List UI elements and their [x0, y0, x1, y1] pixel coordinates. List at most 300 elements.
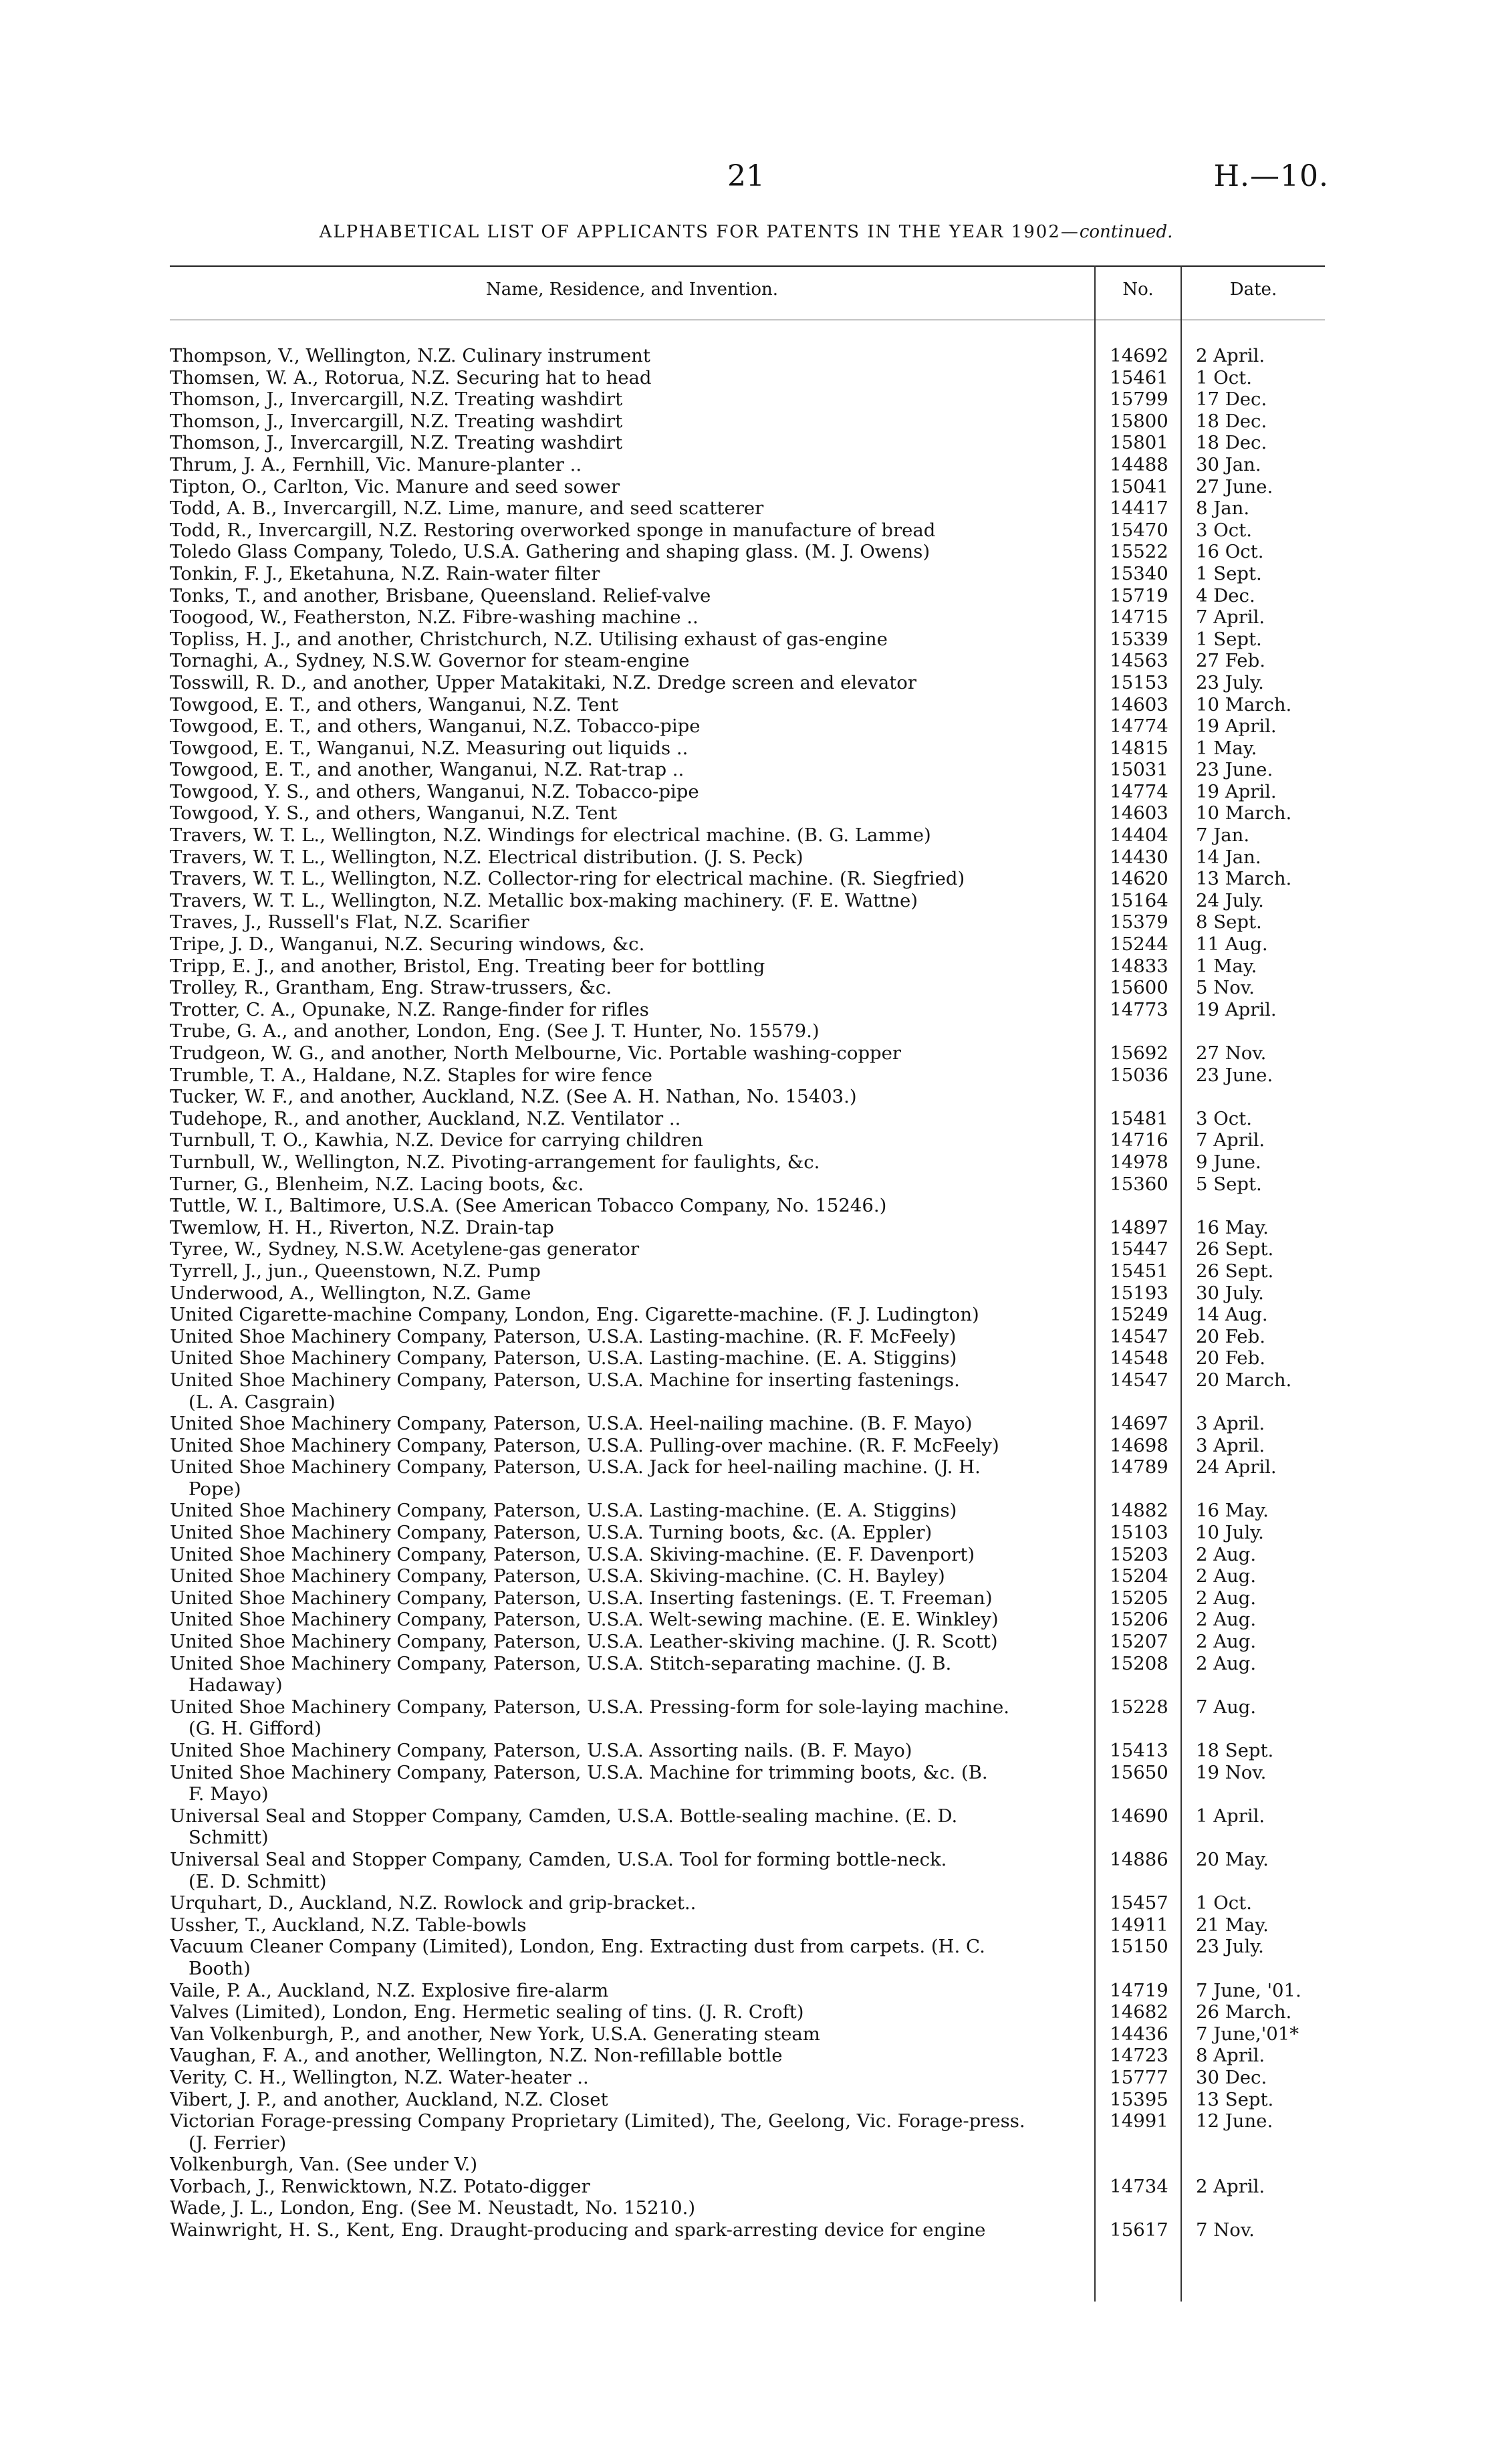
table-row [170, 2176, 1325, 2198]
entry-date: 16 May. [1196, 1216, 1269, 1238]
entry-date: 20 Feb. [1196, 1325, 1265, 1347]
table-row [170, 1500, 1325, 1522]
entry-date: 30 Dec. [1196, 2066, 1267, 2088]
entry-date: 1 May. [1196, 737, 1257, 759]
table-row [170, 520, 1325, 542]
table-row [170, 1217, 1325, 1239]
entry-number: 14563 [1110, 650, 1168, 672]
table-row [170, 2219, 1325, 2241]
entry-date: 26 Sept. [1196, 1260, 1274, 1282]
entry-number: 15360 [1110, 1173, 1168, 1195]
entry-date: 1 Sept. [1196, 562, 1262, 584]
table-row [170, 345, 1325, 367]
entry-name [170, 388, 1089, 411]
entry-text: United Shoe Machinery Company, Paterson, U.S.A. Heel-nailing machine. (B. F. Mayo) [170, 1413, 973, 1435]
entry-date: 2 Aug. [1196, 1543, 1257, 1565]
entry-text: Towgood, E. T., Wanganui, N.Z. Measuring out liquids .. [170, 737, 689, 759]
entry-date: 27 Feb. [1196, 650, 1265, 672]
entry-name [170, 1042, 1089, 1065]
entry-name [170, 824, 1089, 847]
entry-date: 30 July. [1196, 1282, 1264, 1304]
entry-number: 15692 [1110, 1042, 1168, 1064]
entry-text: United Shoe Machinery Company, Paterson, U.S.A. Lasting-machine. (E. A. Stiggins) [170, 1347, 957, 1369]
entry-text: Tornaghi, A., Sydney, N.S.W. Governor for steam-engine [170, 650, 690, 672]
entry-date: 8 Jan. [1196, 497, 1250, 520]
table-row [170, 2154, 1325, 2176]
entry-date: 19 April. [1196, 780, 1277, 802]
entry-number: 15207 [1110, 1631, 1168, 1653]
entry-name [170, 541, 1089, 563]
entry-number: 15249 [1110, 1304, 1168, 1326]
table-row [170, 1587, 1325, 1609]
table-row [170, 933, 1325, 956]
entry-text: Urquhart, D., Auckland, N.Z. Rowlock and grip-bracket.. [170, 1892, 697, 1914]
entry-text: Toledo Glass Company, Toledo, U.S.A. Gathering and shaping glass. (M. J. Owens) [170, 541, 930, 563]
entry-number: 14430 [1110, 846, 1168, 868]
entry-text: United Shoe Machinery Company, Paterson, U.S.A. Jack for heel-nailing machine. (J. H. [170, 1456, 981, 1478]
entry-date: 30 Jan. [1196, 453, 1261, 475]
entry-name [170, 2110, 1089, 2154]
table-row [170, 824, 1325, 847]
entry-date: 16 May. [1196, 1500, 1269, 1522]
entry-date: 26 March. [1196, 2001, 1292, 2023]
table-row [170, 1892, 1325, 1914]
table-row [170, 2089, 1325, 2111]
entry-number: 14815 [1110, 737, 1168, 759]
entry-date: 2 Aug. [1196, 1652, 1257, 1674]
entry-date: 19 Nov. [1196, 1761, 1267, 1783]
table-row [170, 650, 1325, 672]
entry-text: Tonkin, F. J., Eketahuna, N.Z. Rain-water filter [170, 562, 600, 584]
entry-text: United Shoe Machinery Company, Paterson, U.S.A. Machine for trimming boots, &c. (B. [170, 1761, 988, 1783]
entry-text: Twemlow, H. H., Riverton, N.Z. Drain-tap [170, 1216, 554, 1238]
column-header-no: No. [1122, 279, 1154, 300]
entry-name [170, 781, 1089, 803]
entry-text: Travers, W. T. L., Wellington, N.Z. Metallic box-making machinery. (F. E. Wattne) [170, 889, 918, 911]
entry-name [170, 1173, 1089, 1196]
entry-text: Van Volkenburgh, P., and another, New York, U.S.A. Generating steam [170, 2023, 820, 2045]
entry-name [170, 1587, 1089, 1609]
table-row [170, 1435, 1325, 1457]
entry-date: 10 March. [1196, 693, 1292, 715]
entry-text: Todd, R., Invercargill, N.Z. Restoring overworked sponge in manufacture of bread [170, 519, 936, 541]
entry-continuation: Hadaway) [189, 1674, 283, 1696]
table-row [170, 738, 1325, 760]
table-row [170, 956, 1325, 978]
table-row [170, 1238, 1325, 1260]
table-row [170, 367, 1325, 389]
entry-number: 15203 [1110, 1543, 1168, 1565]
entry-number: 15041 [1110, 475, 1168, 497]
entry-name [170, 1456, 1089, 1500]
entry-number: 15244 [1110, 933, 1168, 956]
entry-name [170, 1347, 1089, 1369]
entry-continuation: F. Mayo) [189, 1783, 269, 1805]
table-row [170, 432, 1325, 454]
entry-number: 15228 [1110, 1696, 1168, 1718]
table-row [170, 694, 1325, 716]
table-row [170, 1129, 1325, 1151]
table-row [170, 868, 1325, 890]
table-row [170, 1849, 1325, 1892]
table-row [170, 715, 1325, 738]
entry-number: 14697 [1110, 1413, 1168, 1435]
entry-name [170, 563, 1089, 585]
entry-number: 14719 [1110, 1979, 1168, 2001]
entry-date: 24 July. [1196, 889, 1264, 911]
entry-continuation: Booth) [189, 1957, 251, 1979]
table-row [170, 1653, 1325, 1696]
entry-number: 14488 [1110, 453, 1168, 475]
entry-name [170, 715, 1089, 738]
entry-date: 27 June. [1196, 475, 1273, 497]
entry-text: Ussher, T., Auckland, N.Z. Table-bowls [170, 1914, 527, 1936]
entry-date: 2 Aug. [1196, 1609, 1257, 1631]
entry-text: Tyree, W., Sydney, N.S.W. Acetylene-gas generator [170, 1238, 640, 1260]
entry-number: 15036 [1110, 1064, 1168, 1086]
entry-number: 15481 [1110, 1107, 1168, 1129]
entry-text: United Shoe Machinery Company, Paterson, U.S.A. Skiving-machine. (C. H. Bayley) [170, 1565, 945, 1587]
entry-name [170, 933, 1089, 956]
entry-text: Thompson, V., Wellington, N.Z. Culinary instrument [170, 345, 650, 366]
entry-name [170, 911, 1089, 933]
entry-name [170, 520, 1089, 542]
entry-text: Vibert, J. P., and another, Auckland, N.Z. Closet [170, 2088, 608, 2110]
entry-name [170, 868, 1089, 890]
table-row [170, 411, 1325, 433]
entry-text: Victorian Forage-pressing Company Proprietary (Limited), The, Geelong, Vic. Forage-press. [170, 2110, 1025, 2132]
table-row [170, 476, 1325, 498]
entry-text: Universal Seal and Stopper Company, Camden, U.S.A. Bottle-sealing machine. (E. D. [170, 1805, 958, 1827]
entry-text: Toogood, W., Featherston, N.Z. Fibre-washing machine .. [170, 606, 699, 629]
entry-name [170, 1980, 1089, 2002]
entry-number: 15801 [1110, 432, 1168, 454]
entry-number: 14690 [1110, 1805, 1168, 1827]
entry-date: 18 Dec. [1196, 410, 1267, 432]
entry-number: 14734 [1110, 2175, 1168, 2197]
entry-date: 7 April. [1196, 606, 1265, 629]
entry-number: 14978 [1110, 1151, 1168, 1173]
entry-date: 27 Nov. [1196, 1042, 1267, 1064]
entry-name [170, 1086, 1089, 1108]
entry-number: 15719 [1110, 584, 1168, 606]
entry-text: Towgood, Y. S., and others, Wanganui, N.Z. Tobacco-pipe [170, 780, 699, 802]
entry-number: 14715 [1110, 606, 1168, 629]
entry-date: 11 Aug. [1196, 933, 1268, 956]
entry-number: 15164 [1110, 889, 1168, 911]
table-row [170, 1347, 1325, 1369]
entry-text: Wainwright, H. S., Kent, Eng. Draught-producing and spark-arresting device for engine [170, 2219, 986, 2241]
title-main: ALPHABETICAL LIST OF APPLICANTS FOR PATENTS IN THE YEAR 1902— [319, 222, 1080, 242]
entry-text: Trumble, T. A., Haldane, N.Z. Staples for wire fence [170, 1064, 652, 1086]
table-row [170, 1631, 1325, 1653]
entry-name [170, 1435, 1089, 1457]
table-row [170, 454, 1325, 476]
entry-text: Trube, G. A., and another, London, Eng. (See J. T. Hunter, No. 15579.) [170, 1020, 820, 1042]
table-row [170, 2067, 1325, 2089]
entry-date: 3 April. [1196, 1413, 1265, 1435]
entry-name [170, 1565, 1089, 1587]
entry-date: 13 Sept. [1196, 2088, 1274, 2110]
entry-name [170, 1762, 1089, 1805]
entry-date: 26 Sept. [1196, 1238, 1274, 1260]
entry-text: Valves (Limited), London, Eng. Hermetic sealing of tins. (J. R. Croft) [170, 2001, 804, 2023]
entry-date: 5 Nov. [1196, 977, 1255, 999]
entry-number: 14716 [1110, 1129, 1168, 1151]
entry-text: United Shoe Machinery Company, Paterson, U.S.A. Welt-sewing machine. (E. E. Winkley) [170, 1609, 999, 1631]
table-row [170, 388, 1325, 411]
entry-number: 14789 [1110, 1456, 1168, 1478]
table-row [170, 1173, 1325, 1196]
entry-name [170, 999, 1089, 1021]
entry-number: 15457 [1110, 1892, 1168, 1914]
entry-text: Thrum, J. A., Fernhill, Vic. Manure-planter .. [170, 453, 582, 475]
entry-text: Tonks, T., and another, Brisbane, Queensland. Relief-valve [170, 584, 711, 606]
entry-name [170, 802, 1089, 824]
entry-text: United Shoe Machinery Company, Paterson, U.S.A. Lasting-machine. (E. A. Stiggins) [170, 1500, 957, 1522]
table-row [170, 1086, 1325, 1108]
column-header-name: Name, Residence, and Invention. [485, 279, 779, 300]
entry-text: Trotter, C. A., Opunake, N.Z. Range-finder for rifles [170, 998, 649, 1020]
entry-text: Turnbull, W., Wellington, N.Z. Pivoting-arrangement for faulights, &c. [170, 1151, 820, 1173]
entry-text: United Shoe Machinery Company, Paterson, U.S.A. Inserting fastenings. (E. T. Freeman) [170, 1587, 993, 1609]
table-row [170, 606, 1325, 629]
table-row [170, 1522, 1325, 1544]
entry-text: Tyrrell, J., jun., Queenstown, N.Z. Pump [170, 1260, 541, 1282]
table-row [170, 759, 1325, 781]
entry-name [170, 1740, 1089, 1762]
entry-number: 14833 [1110, 955, 1168, 977]
entry-name [170, 1544, 1089, 1566]
entry-name [170, 1304, 1089, 1326]
entry-name [170, 672, 1089, 694]
entry-number: 14991 [1110, 2110, 1168, 2132]
entry-number: 15206 [1110, 1609, 1168, 1631]
entry-text: Travers, W. T. L., Wellington, N.Z. Electrical distribution. (J. S. Peck) [170, 846, 803, 868]
entry-date: 23 June. [1196, 1064, 1273, 1086]
entry-name [170, 977, 1089, 999]
entry-text: Thomson, J., Invercargill, N.Z. Treating washdirt [170, 410, 623, 432]
entry-text: Travers, W. T. L., Wellington, N.Z. Collector-ring for electrical machine. (R. Siegfried) [170, 868, 965, 890]
entry-name [170, 1238, 1089, 1260]
entry-continuation: (E. D. Schmitt) [189, 1870, 327, 1892]
entry-name [170, 1653, 1089, 1696]
entry-name [170, 1217, 1089, 1239]
entry-number: 15451 [1110, 1260, 1168, 1282]
entry-date: 23 July. [1196, 671, 1264, 693]
table-row [170, 1740, 1325, 1762]
entry-name [170, 1108, 1089, 1130]
entry-date: 13 March. [1196, 868, 1292, 890]
table-row [170, 802, 1325, 824]
entry-text: United Shoe Machinery Company, Paterson, U.S.A. Pressing-form for sole-laying machine. [170, 1696, 1010, 1718]
entry-name [170, 650, 1089, 672]
entry-text: Vaile, P. A., Auckland, N.Z. Explosive fire-alarm [170, 1979, 609, 2001]
entry-number: 15777 [1110, 2066, 1168, 2088]
entry-name [170, 606, 1089, 629]
entry-number: 15600 [1110, 977, 1168, 999]
entry-date: 9 June. [1196, 1151, 1261, 1173]
column-header-date: Date. [1229, 279, 1277, 300]
entry-text: Topliss, H. J., and another, Christchurch, N.Z. Utilising exhaust of gas-engine [170, 628, 888, 650]
entry-date: 8 April. [1196, 2045, 1265, 2067]
entry-number: 15193 [1110, 1282, 1168, 1304]
entry-number: 14886 [1110, 1848, 1168, 1870]
entry-date: 17 Dec. [1196, 388, 1267, 411]
entry-date: 7 April. [1196, 1129, 1265, 1151]
entry-name [170, 890, 1089, 912]
entry-number: 14620 [1110, 868, 1168, 890]
table-row [170, 1108, 1325, 1130]
entry-name [170, 847, 1089, 869]
entry-text: United Shoe Machinery Company, Paterson, U.S.A. Stitch-separating machine. (J. B. [170, 1652, 952, 1674]
entry-text: Turner, G., Blenheim, N.Z. Lacing boots, &c. [170, 1173, 584, 1195]
entry-number: 14897 [1110, 1216, 1168, 1238]
entry-number: 14417 [1110, 497, 1168, 520]
entry-continuation: (G. H. Gifford) [189, 1718, 322, 1740]
entry-text: United Cigarette-machine Company, London, Eng. Cigarette-machine. (F. J. Ludington) [170, 1304, 979, 1326]
entry-text: Thomson, J., Invercargill, N.Z. Treating washdirt [170, 432, 623, 454]
entry-text: Underwood, A., Wellington, N.Z. Game [170, 1282, 531, 1304]
table-row [170, 2110, 1325, 2154]
entry-number: 14773 [1110, 998, 1168, 1020]
table-row [170, 497, 1325, 520]
table-row [170, 890, 1325, 912]
table-row [170, 672, 1325, 694]
entry-date: 12 June. [1196, 2110, 1273, 2132]
entry-number: 15150 [1110, 1936, 1168, 1958]
entry-text: Tudehope, R., and another, Auckland, N.Z. Ventilator .. [170, 1107, 681, 1129]
entry-number: 14547 [1110, 1325, 1168, 1347]
entry-date: 10 July. [1196, 1522, 1264, 1544]
entry-name [170, 1151, 1089, 1173]
table-row [170, 1980, 1325, 2002]
entry-name [170, 1260, 1089, 1282]
entry-text: Universal Seal and Stopper Company, Camden, U.S.A. Tool for forming bottle-neck. [170, 1848, 947, 1870]
entry-text: Towgood, Y. S., and others, Wanganui, N.Z. Tent [170, 802, 618, 824]
entry-date: 2 Aug. [1196, 1565, 1257, 1587]
entry-text: Towgood, E. T., and others, Wanganui, N.Z. Tobacco-pipe [170, 715, 701, 738]
entry-name [170, 1914, 1089, 1936]
entry-continuation: (L. A. Casgrain) [189, 1391, 336, 1413]
table-row [170, 2023, 1325, 2045]
entry-date: 3 Oct. [1196, 1107, 1252, 1129]
entry-name [170, 2001, 1089, 2023]
entry-text: United Shoe Machinery Company, Paterson, U.S.A. Pulling-over machine. (R. F. McFeely) [170, 1434, 999, 1456]
table-row [170, 1936, 1325, 1979]
entry-name [170, 2219, 1089, 2241]
entry-name [170, 1631, 1089, 1653]
entry-date: 1 Oct. [1196, 366, 1252, 388]
entry-number: 14774 [1110, 780, 1168, 802]
entry-name [170, 2176, 1089, 2198]
entry-text: Traves, J., Russell's Flat, N.Z. Scarifier [170, 911, 529, 933]
entry-number: 15379 [1110, 911, 1168, 933]
table-row [170, 1369, 1325, 1413]
entry-number: 15339 [1110, 628, 1168, 650]
entry-name [170, 1500, 1089, 1522]
entry-date: 7 Jan. [1196, 824, 1250, 847]
entry-number: 15799 [1110, 388, 1168, 411]
entry-number: 14682 [1110, 2001, 1168, 2023]
entry-name [170, 476, 1089, 498]
entry-date: 19 April. [1196, 715, 1277, 738]
table-row [170, 1260, 1325, 1282]
entry-date: 5 Sept. [1196, 1173, 1262, 1195]
entry-number: 14698 [1110, 1434, 1168, 1456]
entry-name [170, 759, 1089, 781]
entry-continuation: Pope) [189, 1478, 241, 1500]
entry-name [170, 367, 1089, 389]
entry-text: Thomsen, W. A., Rotorua, N.Z. Securing hat to head [170, 366, 652, 388]
entry-name [170, 497, 1089, 520]
entry-number: 14603 [1110, 802, 1168, 824]
table-row [170, 1565, 1325, 1587]
table-row [170, 541, 1325, 563]
entry-number: 14911 [1110, 1914, 1168, 1936]
entry-text: Vacuum Cleaner Company (Limited), London, Eng. Extracting dust from carpets. (H. C. [170, 1936, 985, 1958]
entry-date: 2 Aug. [1196, 1587, 1257, 1609]
entry-number: 15413 [1110, 1740, 1168, 1761]
entry-date: 10 March. [1196, 802, 1292, 824]
table-row [170, 629, 1325, 651]
entry-date: 7 Aug. [1196, 1696, 1257, 1718]
table-row [170, 1609, 1325, 1631]
entry-text: Towgood, E. T., and others, Wanganui, N.Z. Tent [170, 693, 619, 715]
entry-text: Verity, C. H., Wellington, N.Z. Water-heater .. [170, 2066, 589, 2088]
entry-date: 19 April. [1196, 998, 1277, 1020]
entry-text: Tripe, J. D., Wanganui, N.Z. Securing windows, &c. [170, 933, 645, 956]
table-row [170, 999, 1325, 1021]
table-row [170, 1914, 1325, 1936]
entry-name [170, 2067, 1089, 2089]
entry-text: Thomson, J., Invercargill, N.Z. Treating washdirt [170, 388, 623, 411]
entry-name [170, 1892, 1089, 1914]
table-row [170, 1020, 1325, 1042]
table-row [170, 1042, 1325, 1065]
entry-date: 23 July. [1196, 1936, 1264, 1958]
entry-name [170, 1065, 1089, 1087]
entry-date: 4 Dec. [1196, 584, 1255, 606]
entry-name [170, 1413, 1089, 1435]
entry-number: 15340 [1110, 562, 1168, 584]
table-row [170, 1326, 1325, 1348]
entry-text: United Shoe Machinery Company, Paterson, U.S.A. Assorting nails. (B. F. Mayo) [170, 1740, 912, 1761]
entry-date: 14 Jan. [1196, 846, 1261, 868]
entry-name [170, 956, 1089, 978]
table-row [170, 911, 1325, 933]
entry-text: United Shoe Machinery Company, Paterson, U.S.A. Machine for inserting fastenings. [170, 1369, 960, 1391]
entry-name [170, 1326, 1089, 1348]
entry-name [170, 2154, 1089, 2176]
entry-number: 15461 [1110, 366, 1168, 388]
entry-number: 14404 [1110, 824, 1168, 847]
entry-date: 3 April. [1196, 1434, 1265, 1456]
entry-date: 14 Aug. [1196, 1304, 1268, 1326]
entry-name [170, 1129, 1089, 1151]
entry-name [170, 738, 1089, 760]
entry-text: Tripp, E. J., and another, Bristol, Eng. Treating beer for bottling [170, 955, 765, 977]
series-code: H.—10. [1213, 159, 1329, 193]
table-row [170, 847, 1325, 869]
table-row [170, 1762, 1325, 1805]
entry-name [170, 1696, 1089, 1740]
entry-text: Towgood, E. T., and another, Wanganui, N.Z. Rat-trap .. [170, 759, 685, 781]
entry-text: Tucker, W. F., and another, Auckland, N.Z. (See A. H. Nathan, No. 15403.) [170, 1086, 857, 1108]
entry-text: Trolley, R., Grantham, Eng. Straw-trussers, &c. [170, 977, 612, 999]
entry-number: 15800 [1110, 410, 1168, 432]
table-row [170, 1282, 1325, 1305]
